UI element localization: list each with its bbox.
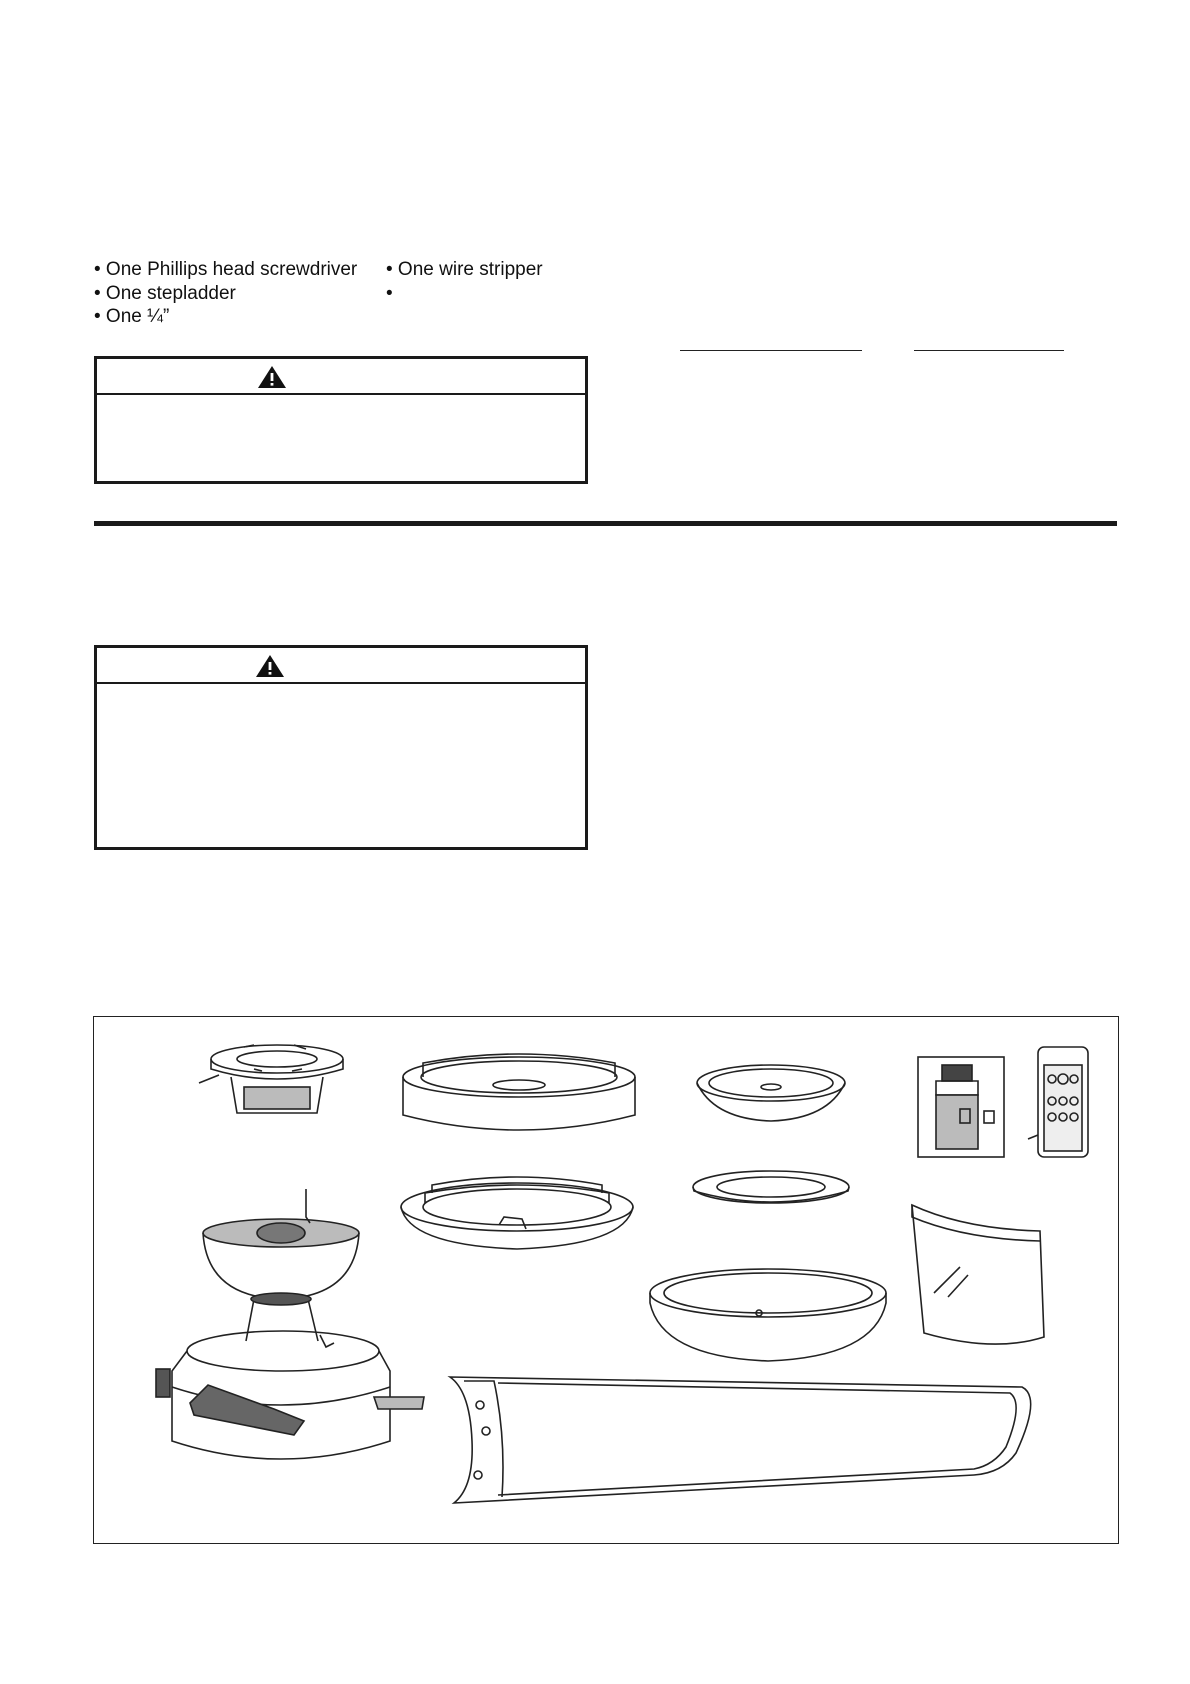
warning-triangle-icon bbox=[255, 654, 285, 678]
warning-box bbox=[94, 645, 588, 850]
tools-list-left bbox=[94, 258, 357, 329]
tool-item: • One wire stripper bbox=[386, 259, 543, 280]
canopy-icon bbox=[403, 1054, 635, 1130]
blank-line bbox=[914, 350, 1064, 351]
hardware-bag-icon bbox=[912, 1205, 1044, 1344]
tool-item: • bbox=[386, 282, 393, 304]
blank-line bbox=[680, 350, 862, 351]
motor-housing-icon bbox=[156, 1189, 424, 1459]
remote-control-icon bbox=[1028, 1047, 1088, 1157]
glass-bowl-icon bbox=[650, 1269, 886, 1361]
fan-blade-icon bbox=[450, 1377, 1031, 1503]
tool-item: • One stepladder bbox=[94, 282, 236, 304]
canopy-trim-ring-icon bbox=[401, 1177, 633, 1249]
trim-ring-icon bbox=[693, 1171, 849, 1203]
tool-item: • One Phillips head screwdriver bbox=[94, 259, 358, 280]
warning-header bbox=[97, 359, 585, 395]
warning-triangle-icon bbox=[257, 365, 287, 389]
mounting-bracket-icon bbox=[199, 1045, 343, 1113]
parts-figure bbox=[93, 1016, 1119, 1544]
section-divider bbox=[94, 521, 1117, 526]
receiver-icon bbox=[918, 1057, 1004, 1157]
tool-item: • One ¼” bbox=[94, 306, 170, 327]
tools-list-right bbox=[386, 258, 543, 305]
warning-box bbox=[94, 356, 588, 484]
warning-header bbox=[97, 648, 585, 684]
light-pan-icon bbox=[697, 1065, 845, 1121]
